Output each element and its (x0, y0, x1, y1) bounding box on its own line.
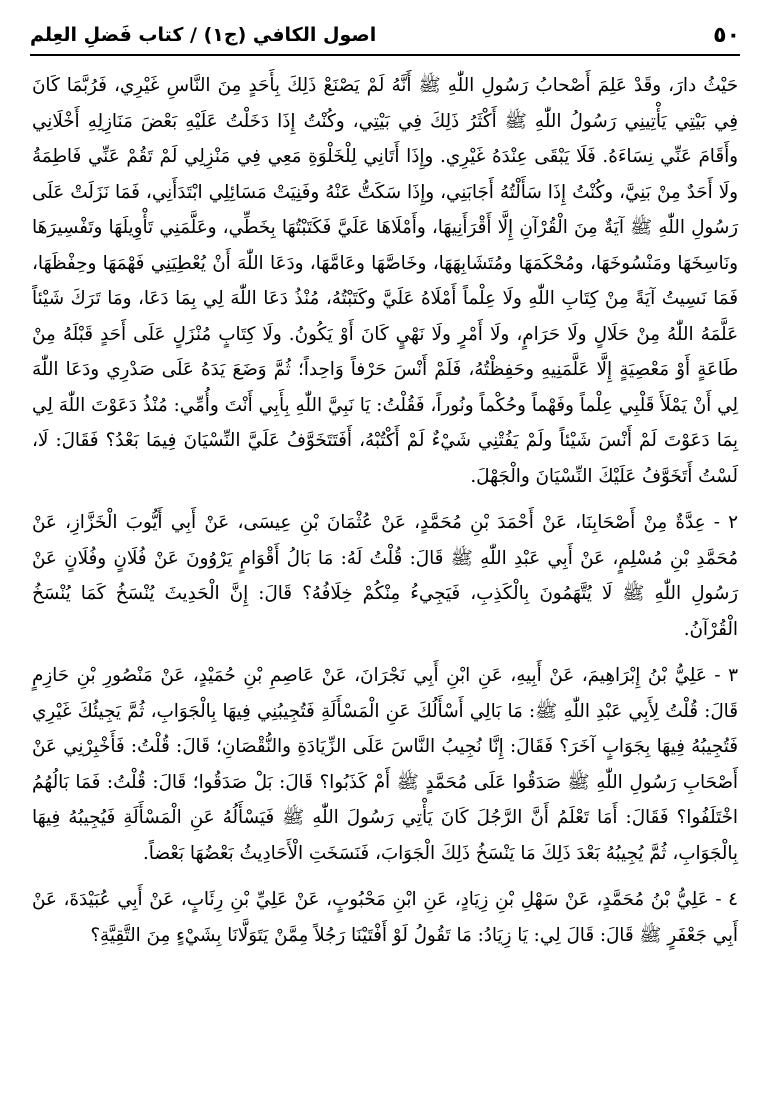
page-header (30, 18, 740, 52)
hadith-2: ٢ - عِدَّةٌ مِنْ أَصْحَابِنَا، عَنْ أَحْمَدَ بْنِ مُحَمَّدٍ، عَنْ عُثْمَانَ بْنِ عِيسَى، عَنْ أَبِي أَيُّوبَ الْخَزَّازِ، عَنْ مُحَمَّدِ بْنِ مُسْلِمٍ، عَنْ أَبِي عَبْدِ اللّٰهِ ﷺ قَالَ: قُلْتُ لَهُ: مَا بَالُ أَقْوَامٍ يَرْوُونَ عَنْ فُلَانٍ وفُلَانٍ عَنْ رَسُولِ اللّٰهِ ﷺ لَا يُتَّهَمُونَ بِالْكَذِبِ، فَيَجِيءُ مِنْكُمْ خِلَافُهُ؟ قَالَ: إِنَّ الْحَدِيثَ يُنْسَخُ كَمَا يُنْسَخُ الْقُرْآنُ. (32, 512, 738, 640)
hadith-4: ٤ - عَلِيُّ بْنُ مُحَمَّدٍ، عَنْ سَهْلِ بْنِ زِيَادٍ، عَنِ ابْنِ مَحْبُوبٍ، عَنْ عَلِيِّ بْنِ رِئَابٍ، عَنْ أَبِي عُبَيْدَةَ، عَنْ أَبِي جَعْفَرٍ ﷺ قَالَ: قَالَ لِي: يَا زِيَادُ: مَا تَقُولُ لَوْ أَفْتَيْنَا رَجُلاً مِمَّنْ يَتَوَلَّانَا بِشَيْءٍ مِنَ التَّقِيَّةِ؟ (32, 889, 738, 946)
page-number: ٥٠ (713, 22, 740, 48)
paragraph-continuation: حَيْثُ دارَ، وقَدْ عَلِمَ أَصْحابُ رَسُولِ اللّٰهِ ﷺ أَنَّهُ لَمْ يَصْنَعْ ذَلِكَ بِأَحَدٍ مِنَ النَّاسِ غَيْرِي، فَرُبَّمَا كَانَ فِي بَيْتِي يَأْتِينِي رَسُولُ اللّٰهِ ﷺ أَكْثَرُ ذَلِكَ فِي بَيْتِي، وكُنْتُ إِذَا دَخَلْتُ عَلَيْهِ بَعْضَ مَنَازِلِهِ أَخْلَانِي وأَقَامَ عَنِّي نِسَاءَهُ. فَلَا يَبْقَى عِنْدَهُ غَيْرِي. وإِذَا أَتَانِي لِلْخَلْوَةِ مَعِي فِي مَنْزِلِي لَمْ تَقُمْ عَنِّي فَاطِمَةُ ولَا أَحَدٌ مِنْ بَنِيَّ، وكُنْتُ إِذَا سَأَلْتُهُ أَجَابَنِي، وإِذَا سَكَتُّ عَنْهُ وفَنِيَتْ مَسَائِلِي ابْتَدَأَنِي، فَمَا نَزَلَتْ عَلَى رَسُولِ اللّٰهِ ﷺ آيَةٌ مِنَ الْقُرْآنِ إِلَّا أَقْرَأَنِيهَا، وأَمْلَاهَا عَلَيَّ فَكَتَبْتُهَا بِخَطِّي، وعَلَّمَنِي تَأْوِيلَهَا وتَفْسِيرَهَا ونَاسِخَهَا ومَنْسُوخَهَا، ومُحْكَمَهَا ومُتَشَابِهَهَا، وخَاصَّهَا وعَامَّهَا، ودَعَا اللّٰهَ أَنْ يُعْطِيَنِي فَهْمَهَا وحِفْظَهَا، فَمَا نَسِيتُ آيَةً مِنْ كِتَابِ اللّٰهِ ولَا عِلْماً أَمْلَاهُ عَلَيَّ وكَتَبْتُهُ، مُنْذُ دَعَا اللّٰهَ لِي بِمَا دَعَا، ومَا تَرَكَ شَيْئاً عَلَّمَهُ اللّٰهُ مِنْ حَلَالٍ ولَا حَرَامٍ، ولَا أَمْرٍ ولَا نَهْيٍ كَانَ أَوْ يَكُونُ. ولَا كِتَابٍ مُنْزَلٍ عَلَى أَحَدٍ قَبْلَهُ مِنْ طَاعَةٍ أَوْ مَعْصِيَةٍ إِلَّا عَلَّمَنِيهِ وحَفِظْتُهُ، فَلَمْ أَنْسَ حَرْفاً وَاحِداً؛ ثُمَّ وَضَعَ يَدَهُ عَلَى صَدْرِي ودَعَا اللّٰهَ لِي أَنْ يَمْلَأَ قَلْبِي عِلْماً وفَهْماً وحُكْماً ونُوراً، فَقُلْتُ: يَا نَبِيَّ اللّٰهِ بِأَبِي أَنْتَ وأُمِّي: مُنْذُ دَعَوْتَ اللّٰهَ لِي بِمَا دَعَوْتَ لَمْ أَنْسَ شَيْئاً ولَمْ يَفُتْنِي شَيْءٌ لَمْ أَكْتُبْهُ، أَفَتَتَخَوَّفُ عَلَيَّ النِّسْيَانَ فِيمَا بَعْدُ؟ فَقَالَ: لَا، لَسْتُ أَتَخَوَّفُ عَلَيْكَ النِّسْيَانَ والْجَهْلَ. (32, 75, 738, 487)
page-body (32, 68, 738, 953)
hadith-3: ٣ - عَلِيُّ بْنُ إِبْرَاهِيمَ، عَنْ أَبِيهِ، عَنِ ابْنِ أَبِي نَجْرَانَ، عَنْ عَاصِمِ بْنِ حُمَيْدٍ، عَنْ مَنْصُورِ بْنِ حَازِمٍ قَالَ: قُلْتُ لِأَبِي عَبْدِ اللّٰهِ ﷺ: مَا بَالِي أَسْأَلُكَ عَنِ الْمَسْأَلَةِ فَتُجِيبُنِي فِيهَا بِالْجَوَابِ، ثُمَّ يَجِيئُكَ غَيْرِي فَتُجِيبُهُ فِيهَا بِجَوَابٍ آخَرَ؟ فَقَالَ: إِنَّا نُجِيبُ النَّاسَ عَلَى الزِّيَادَةِ والنُّقْصَانِ؛ قَالَ: قُلْتُ: فَأَخْبِرْنِي عَنْ أَصْحَابِ رَسُولِ اللّٰهِ ﷺ صَدَقُوا عَلَى مُحَمَّدٍ ﷺ أَمْ كَذَبُوا؟ قَالَ: بَلْ صَدَقُوا؛ قَالَ: قُلْتُ: فَمَا بَالُهُمُ اخْتَلَفُوا؟ فَقَالَ: أَمَا تَعْلَمُ أَنَّ الرَّجُلَ كَانَ يَأْتِي رَسُولَ اللّٰهِ ﷺ فَيَسْأَلُهُ عَنِ الْمَسْأَلَةِ فَيُجِيبُهُ فِيهَا بِالْجَوَابِ، ثُمَّ يُجِيبُهُ بَعْدَ ذَلِكَ مَا يَنْسَخُ ذَلِكَ الْجَوَابَ، فَنَسَخَتِ الْأَحَادِيثُ بَعْضُهَا بَعْضاً. (32, 665, 738, 864)
header-divider (30, 54, 740, 56)
running-title: اصول الكافي (ج١) / كتاب فَضلِ العِلم (30, 24, 377, 46)
